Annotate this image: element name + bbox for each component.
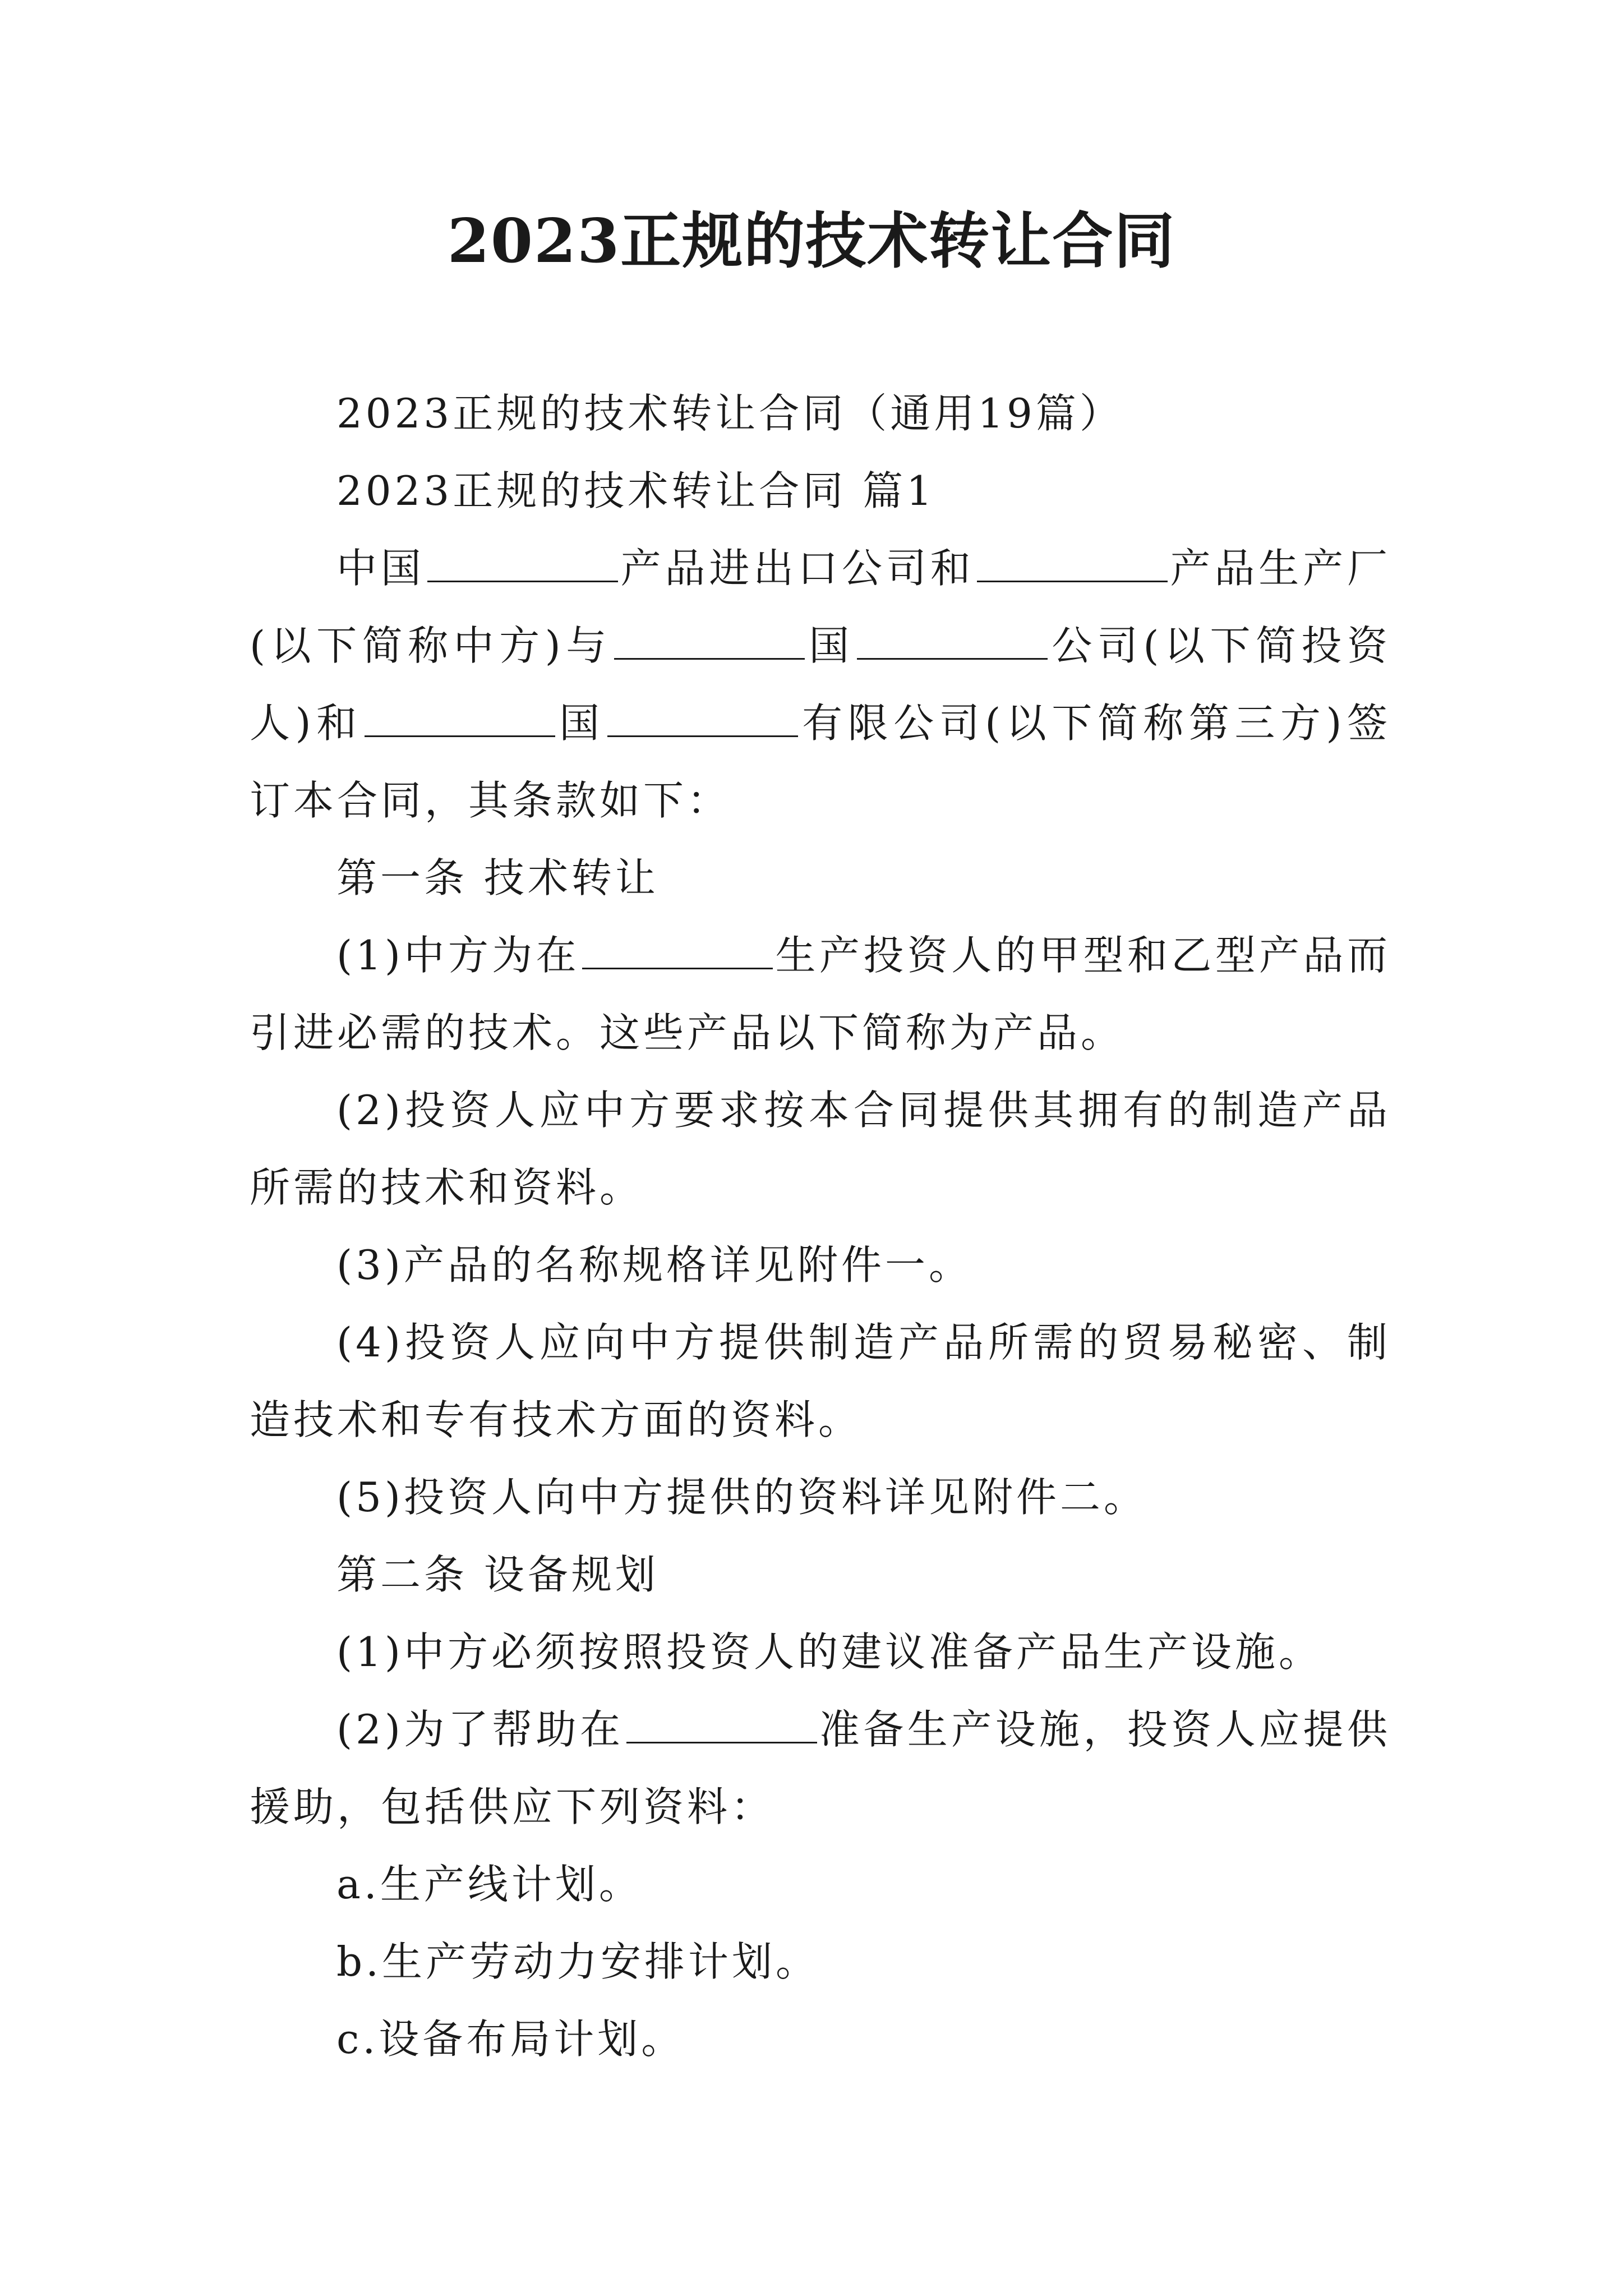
paragraph-article-1-item-2 — [250, 1071, 1391, 1226]
paragraph-text: 产品进出口公司和 — [620, 545, 975, 592]
paragraph-subtitle — [250, 375, 1391, 452]
fill-in-blank — [977, 544, 1168, 582]
paragraph-article-1-item-1 — [250, 917, 1391, 1071]
paragraph-article-1-item-5 — [250, 1458, 1391, 1536]
paragraph-article-2-item-1 — [250, 1613, 1391, 1691]
paragraph-text: (5)投资人向中方提供的资料详见附件二。 — [336, 1474, 1147, 1521]
paragraph-text: 中国 — [336, 545, 425, 592]
fill-in-blank — [607, 698, 798, 737]
paragraph-text: 2023正规的技术转让合同（通用19篇） — [336, 390, 1123, 437]
fill-in-blank — [582, 931, 773, 969]
paragraph-text: (2)为了帮助在 — [336, 1706, 624, 1753]
paragraph-text: 国 — [557, 700, 605, 747]
paragraph-text: 有限公司(以下简称第三方)签订本合同，其条款如下： — [250, 700, 1391, 824]
paragraph-text: (1)中方必须按照投资人的建议准备产品生产设施。 — [336, 1628, 1322, 1676]
paragraph-article-2-item-a — [250, 1846, 1391, 1923]
paragraph-text: c.设备布局计划。 — [336, 2016, 685, 2063]
paragraph-text: (4)投资人应向中方提供制造产品所需的贸易秘密、制造技术和专有技术方面的资料。 — [250, 1319, 1391, 1443]
paragraph-text: a.生产线计划。 — [336, 1861, 643, 1908]
paragraph-text: 准备生产设施，投资人应提供援助，包括供应下列资料： — [250, 1706, 1391, 1830]
paragraph-article-1-item-3 — [250, 1226, 1391, 1304]
paragraph-article-1-item-4 — [250, 1304, 1391, 1458]
paragraph-text: 公司(以下简投资人)和 — [250, 622, 1391, 747]
paragraph-text: 生产投资人的甲型和乙型产品而引进必需的技术。这些产品以下简称为产品。 — [250, 932, 1391, 1056]
paragraph-article-1-heading — [250, 839, 1391, 917]
paragraph-intro — [250, 530, 1391, 839]
paragraph-text: 第一条 技术转让 — [336, 854, 659, 901]
fill-in-blank — [857, 621, 1048, 660]
document-body — [250, 375, 1391, 2078]
paragraph-text: (3)产品的名称规格详见附件一。 — [336, 1241, 972, 1289]
paragraph-text: 2023正规的技术转让合同 篇1 — [336, 467, 935, 514]
paragraph-text: b.生产劳动力安排计划。 — [336, 1938, 819, 1985]
paragraph-article-2-item-b — [250, 1923, 1391, 2000]
paragraph-article-2-item-c — [250, 2000, 1391, 2078]
fill-in-blank — [626, 1705, 817, 1743]
fill-in-blank — [365, 698, 555, 737]
paragraph-text: (2)投资人应中方要求按本合同提供其拥有的制造产品所需的技术和资料。 — [250, 1087, 1391, 1211]
paragraph-chapter-heading — [250, 452, 1391, 530]
paragraph-text: 产品生产厂(以下简称中方)与 — [250, 545, 1391, 669]
paragraph-text: 国 — [806, 622, 855, 669]
paragraph-article-2-heading — [250, 1536, 1391, 1613]
paragraph-article-2-item-2 — [250, 1691, 1391, 1846]
fill-in-blank — [427, 544, 618, 582]
document-title: 2023正规的技术转让合同 — [447, 206, 1176, 277]
paragraph-text: (1)中方为在 — [336, 932, 580, 979]
fill-in-blank — [614, 621, 805, 660]
paragraph-text: 第二条 设备规划 — [336, 1551, 659, 1598]
